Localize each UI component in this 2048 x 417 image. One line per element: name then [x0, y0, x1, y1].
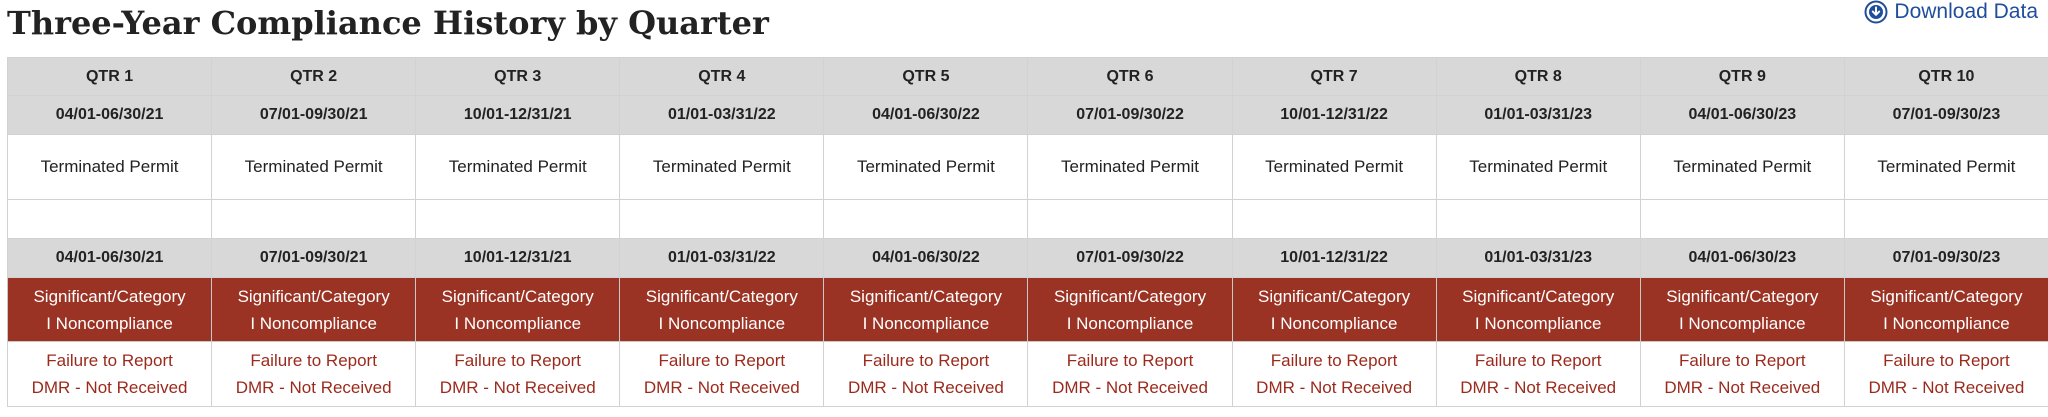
violation-cell-line-2: DMR - Not Received — [847, 378, 1004, 397]
noncompliance-cell-line-2: I Noncompliance — [46, 313, 173, 333]
compliance-history-table — [7, 57, 2048, 407]
permit-status-cell: Terminated Permit — [824, 135, 1028, 200]
permit-status-cell: Terminated Permit — [1232, 135, 1436, 200]
violation-cell — [1232, 342, 1436, 407]
noncompliance-cell-line-1: Significant/Category — [645, 286, 798, 306]
date-range-cell-2: 04/01-06/30/21 — [8, 239, 212, 278]
compliance-history-table-container — [7, 57, 2048, 407]
date-range-cell-2: 07/01-09/30/22 — [1028, 239, 1232, 278]
date-range-cell: 10/01-12/31/21 — [416, 96, 620, 135]
noncompliance-cell-line-1: Significant/Category — [1870, 286, 2023, 306]
violation-cell — [824, 342, 1028, 407]
quarter-header-cell: QTR 4 — [620, 58, 824, 96]
noncompliance-cell — [1436, 278, 1640, 342]
violation-cell-line-2: DMR - Not Received — [643, 378, 800, 397]
empty-cell — [1028, 200, 1232, 239]
noncompliance-cell — [1844, 278, 2048, 342]
quarter-header-cell: QTR 7 — [1232, 58, 1436, 96]
quarter-header-row — [8, 58, 2048, 96]
noncompliance-status-row — [8, 278, 2048, 342]
violation-cell — [1640, 342, 1844, 407]
noncompliance-cell-line-2: I Noncompliance — [1474, 313, 1602, 333]
violation-cell-line-1: Failure to Report — [1474, 351, 1602, 370]
permit-status-cell: Terminated Permit — [1844, 135, 2048, 200]
noncompliance-cell — [8, 278, 212, 342]
violation-cell — [1844, 342, 2048, 407]
date-range-cell: 07/01-09/30/23 — [1844, 96, 2048, 135]
noncompliance-cell-line-1: Significant/Category — [1666, 286, 1819, 306]
violation-cell-line-2: DMR - Not Received — [1664, 378, 1821, 397]
noncompliance-cell-line-1: Significant/Category — [1462, 286, 1615, 306]
violation-cell-line-1: Failure to Report — [1270, 351, 1398, 370]
date-range-cell-2: 10/01-12/31/21 — [416, 239, 620, 278]
date-range-cell-2: 10/01-12/31/22 — [1232, 239, 1436, 278]
noncompliance-cell-line-2: I Noncompliance — [658, 313, 786, 333]
noncompliance-cell-line-1: Significant/Category — [441, 286, 594, 306]
date-range-cell-2: 07/01-09/30/21 — [212, 239, 416, 278]
empty-cell — [1844, 200, 2048, 239]
noncompliance-cell-line-1: Significant/Category — [1053, 286, 1207, 306]
noncompliance-cell-line-2: I Noncompliance — [1066, 313, 1194, 333]
violation-cell-line-1: Failure to Report — [46, 351, 173, 370]
empty-cell — [824, 200, 1028, 239]
noncompliance-cell — [1640, 278, 1844, 342]
noncompliance-cell-line-2: I Noncompliance — [862, 313, 990, 333]
violation-cell-line-2: DMR - Not Received — [31, 378, 188, 397]
noncompliance-cell-line-1: Significant/Category — [1258, 286, 1411, 306]
date-range-cell-2: 01/01-03/31/23 — [1436, 239, 1640, 278]
quarter-header-cell: QTR 2 — [212, 58, 416, 96]
quarter-header-cell: QTR 9 — [1640, 58, 1844, 96]
date-range-cell: 07/01-09/30/21 — [212, 96, 416, 135]
violation-cell — [416, 342, 620, 407]
download-circle-icon — [1864, 0, 1888, 24]
violation-cell — [8, 342, 212, 407]
violation-cell-line-2: DMR - Not Received — [1460, 378, 1617, 397]
violation-cell — [1028, 342, 1232, 407]
empty-cell — [416, 200, 620, 239]
date-range-cell-2: 07/01-09/30/23 — [1844, 239, 2048, 278]
quarter-header-cell: QTR 10 — [1844, 58, 2048, 96]
date-range-cell: 07/01-09/30/22 — [1028, 96, 1232, 135]
download-data-label: Download Data — [1894, 0, 2038, 23]
permit-status-row — [8, 135, 2048, 200]
empty-cell — [1436, 200, 1640, 239]
quarter-header-cell: QTR 1 — [8, 58, 212, 96]
quarter-header-cell: QTR 8 — [1436, 58, 1640, 96]
quarter-header-cell: QTR 6 — [1028, 58, 1232, 96]
noncompliance-cell — [1028, 278, 1232, 342]
noncompliance-cell-line-1: Significant/Category — [237, 286, 390, 306]
violation-cell-line-1: Failure to Report — [1066, 351, 1194, 370]
violation-cell — [1436, 342, 1640, 407]
noncompliance-cell — [1232, 278, 1436, 342]
violation-cell — [620, 342, 824, 407]
noncompliance-cell-line-2: I Noncompliance — [1270, 313, 1398, 333]
permit-status-cell: Terminated Permit — [1028, 135, 1232, 200]
date-range-cell: 01/01-03/31/23 — [1436, 96, 1640, 135]
page-title: Three-Year Compliance History by Quarter — [7, 4, 769, 42]
empty-cell — [1640, 200, 1844, 239]
empty-cell — [212, 200, 416, 239]
violation-row — [8, 342, 2048, 407]
permit-status-cell: Terminated Permit — [8, 135, 212, 200]
violation-cell-line-1: Failure to Report — [250, 351, 377, 370]
permit-status-cell: Terminated Permit — [1436, 135, 1640, 200]
date-range-cell: 04/01-06/30/23 — [1640, 96, 1844, 135]
date-range-cell-2: 04/01-06/30/23 — [1640, 239, 1844, 278]
quarter-header-cell: QTR 5 — [824, 58, 1028, 96]
permit-status-cell: Terminated Permit — [1640, 135, 1844, 200]
permit-status-cell: Terminated Permit — [212, 135, 416, 200]
permit-status-cell: Terminated Permit — [620, 135, 824, 200]
noncompliance-cell-line-2: I Noncompliance — [250, 313, 377, 333]
spacer-row — [8, 200, 2048, 239]
noncompliance-cell-line-1: Significant/Category — [849, 286, 1002, 306]
date-range-cell-2: 04/01-06/30/22 — [824, 239, 1028, 278]
noncompliance-cell — [212, 278, 416, 342]
permit-status-cell: Terminated Permit — [416, 135, 620, 200]
violation-cell — [212, 342, 416, 407]
noncompliance-cell-line-2: I Noncompliance — [1883, 313, 2010, 333]
noncompliance-cell-line-2: I Noncompliance — [454, 313, 582, 333]
noncompliance-cell-line-2: I Noncompliance — [1678, 313, 1806, 333]
violation-cell-line-1: Failure to Report — [1678, 351, 1806, 370]
violation-cell-line-1: Failure to Report — [658, 351, 786, 370]
date-range-row-2 — [8, 239, 2048, 278]
violation-cell-line-2: DMR - Not Received — [1256, 378, 1413, 397]
quarter-header-cell: QTR 3 — [416, 58, 620, 96]
noncompliance-cell — [416, 278, 620, 342]
date-range-cell: 04/01-06/30/21 — [8, 96, 212, 135]
date-range-cell: 04/01-06/30/22 — [824, 96, 1028, 135]
date-range-row — [8, 96, 2048, 135]
violation-cell-line-2: DMR - Not Received — [439, 378, 596, 397]
noncompliance-cell — [620, 278, 824, 342]
empty-cell — [1232, 200, 1436, 239]
date-range-cell-2: 01/01-03/31/22 — [620, 239, 824, 278]
violation-cell-line-2: DMR - Not Received — [235, 378, 392, 397]
date-range-cell: 10/01-12/31/22 — [1232, 96, 1436, 135]
violation-cell-line-1: Failure to Report — [862, 351, 990, 370]
download-data-link[interactable] — [1864, 0, 2038, 24]
violation-cell-line-1: Failure to Report — [454, 351, 582, 370]
noncompliance-cell-line-1: Significant/Category — [33, 286, 186, 306]
violation-cell-line-2: DMR - Not Received — [1052, 378, 1208, 397]
noncompliance-cell — [824, 278, 1028, 342]
violation-cell-line-1: Failure to Report — [1883, 351, 2010, 370]
empty-cell — [8, 200, 212, 239]
date-range-cell: 01/01-03/31/22 — [620, 96, 824, 135]
empty-cell — [620, 200, 824, 239]
violation-cell-line-2: DMR - Not Received — [1868, 378, 2025, 397]
